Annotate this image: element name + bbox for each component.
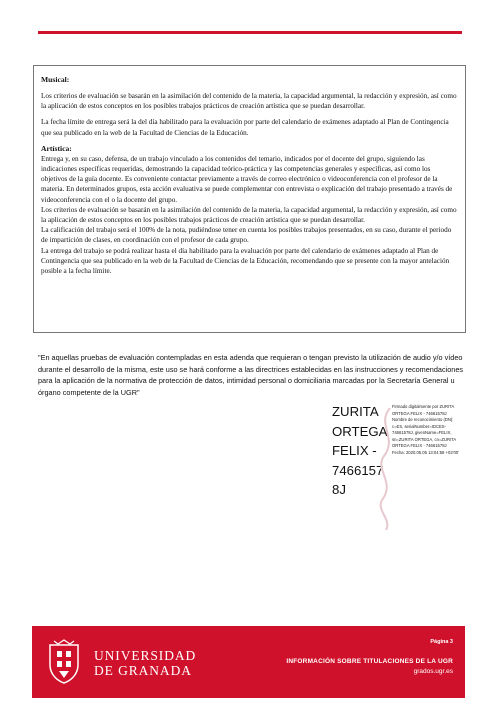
footer-info — [286, 639, 453, 675]
artistica-paragraph-4: La entrega del trabajo se podrá realizar hasta el día habilitado para la evaluación por parte del calendario de exámenes adaptado al Plan de Contingencia que sea publicado en la web de la Facultad de Ciencias de la Educación, recomendando que se presente con la mayor antelación posible a la fecha límite. — [41, 246, 450, 276]
university-name-line-1: UNIVERSIDAD — [94, 648, 197, 663]
musical-heading: Musical: — [41, 75, 70, 84]
signer-name-line: 8J — [332, 482, 346, 497]
signature-details: Firmado digitalmente por ZURITA ORTEGA FELIX - 74661578J Nombre de reconocimiento (DN): c=ES, serialNumber=IDCES-74661578J, givenName=FELIX, sn=ZURITA ORTEGA, cn=ZURITA ORTEGA FELIX - 74661578J Fecha: 2020.05.05 13:04:58 +02'00' — [392, 404, 459, 455]
university-name-line-2: DE GRANADA — [94, 663, 192, 678]
ugr-logo — [44, 639, 254, 685]
artistica-paragraph-3: La calificación del trabajo será el 100% de la nota, pudiéndose tener en cuenta los posibles trabajos presentados, en su caso, durante el periodo de impartición de clases, en coordinación con el profesor de cada grupo. — [41, 226, 452, 245]
top-red-rule — [38, 31, 462, 34]
signer-name-line: ORTEGA — [332, 423, 388, 439]
signer-name-line: FELIX - — [332, 443, 377, 458]
artistica-paragraph-2: Los criterios de evaluación se basarán en la asimilación del contenido de la materia, la capacidad argumental, la redacción y expresión, así como la aplicación de estos conceptos en los posibles trabajos prácticos de creación artística que se puedan desarrollar. — [41, 205, 457, 225]
info-title: INFORMACIÓN SOBRE TITULACIONES DE LA UGR — [286, 658, 453, 665]
ugr-crest-icon — [44, 639, 84, 685]
page-number: Página 3 — [430, 639, 453, 645]
musical-paragraph-2: La fecha límite de entrega será la del día habilitado para la evaluación por parte del calendario de exámenes adaptado al Plan de Contingencia que sea publicado en la web de la Facultad de Ciencias de la Educación. — [41, 118, 449, 137]
artistica-paragraph-1: Entrega y, en su caso, defensa, de un trabajo vinculado a los contenidos del temario, indicados por el docente del grupo, siguiendo las indicaciones específicas requeridas, demostrando la capacidad teórico-práctica y las competencias generales y específicas, así como los objetivos de la guía docente. Es conveniente contactar previamente a través de correo electrónico o videoconferencia con el profesor de la materia. En determinados grupos, esta acción evaluativa se puede complementar con entrevista o explicación del trabajo presentado a través de videoconferencia con el o la docente del grupo. — [41, 154, 453, 204]
university-name — [94, 648, 196, 678]
info-link[interactable]: grados.ugr.es — [413, 668, 453, 675]
musical-paragraph-1: Los criterios de evaluación se basarán en la asimilación del contenido de la materia, la capacidad argumental, la redacción y expresión, así como la aplicación de estos conceptos en los posibles trabajos prácticos de creación artística que se puedan desarrollar. — [41, 92, 457, 111]
signer-name-line: 7466157 — [332, 462, 384, 478]
evaluation-criteria-box — [33, 65, 466, 333]
digital-signature — [330, 402, 470, 542]
artistica-heading: Artística: — [41, 143, 72, 153]
footer-bar — [32, 626, 465, 698]
signer-name-line: ZURITA — [332, 404, 379, 419]
data-protection-quote: "En aquellas pruebas de evaluación contempladas en esta adenda que requieran o tengan previsto la utilización de audio y/o vídeo durante el desarrollo de la misma, este uso se hará conforme a las directrices establecidas en las instrucciones y recomendaciones para la aplicación de la normativa de protección de datos, intimidad personal o domiciliaria marcadas por la Secretaría General u órgano competente de la UGR" — [38, 353, 464, 397]
